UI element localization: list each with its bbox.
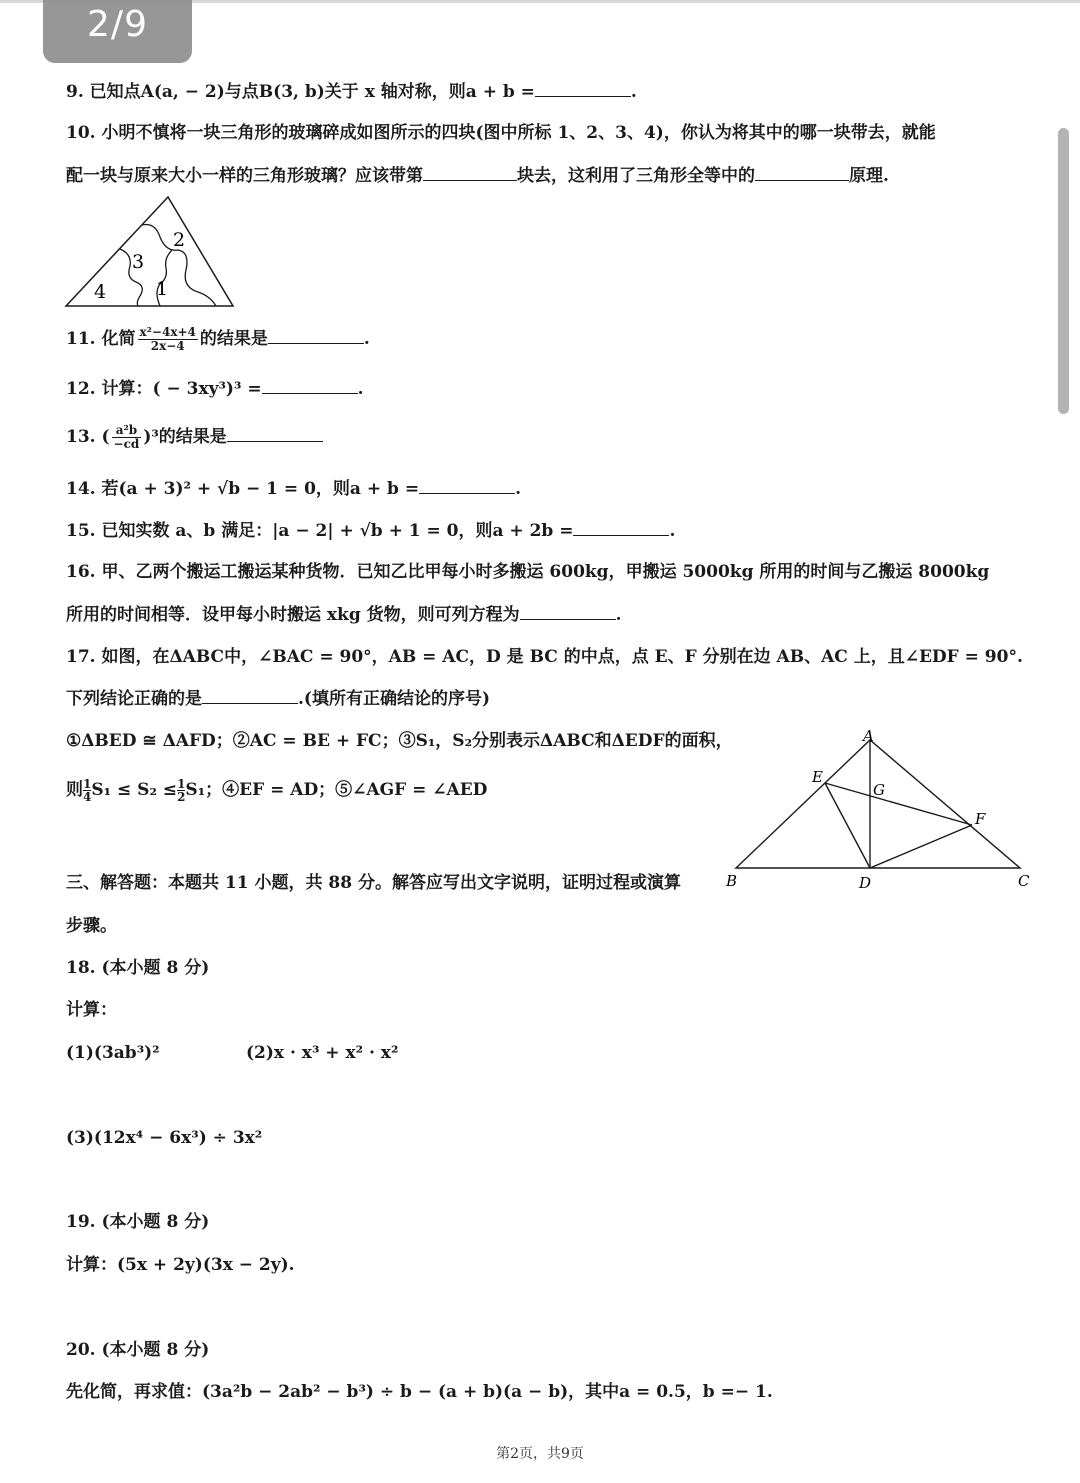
point-label-d: D [859, 874, 872, 892]
answer-blank [227, 424, 323, 442]
question-12-text: 12. 计算：( − 3xy³)³ = [66, 379, 262, 399]
scrollbar-thumb[interactable] [1058, 128, 1069, 414]
question-9-end: . [630, 82, 637, 102]
answer-blank [535, 79, 631, 97]
question-11-prefix: 11. 化简 [66, 329, 136, 349]
question-17-text-a: 则 [66, 780, 83, 800]
question-11 [66, 326, 370, 353]
question-10-text-a: 配一块与原来大小一样的三角形玻璃？应该带第 [66, 166, 423, 186]
question-11-end: . [363, 329, 370, 349]
fraction-denominator: −cd [113, 437, 140, 451]
answer-blank [520, 602, 616, 620]
page-indicator-badge: 2/9 [43, 0, 192, 63]
piece-label-3: 3 [132, 251, 145, 273]
question-17-text-c: S₁；④EF = AD；⑤∠AGF = ∠AED [185, 780, 488, 800]
question-11-suffix: 的结果是 [199, 329, 268, 349]
question-10-line-1: 10. 小明不慎将一块三角形的玻璃碎成如图所示的四块(图中所标 1、2、3、4)，你认为将其中的哪一块带去，就能 [66, 123, 936, 143]
page-footer: 第2页，共9页 [496, 1446, 584, 1462]
answer-blank [573, 518, 669, 536]
answer-blank [419, 476, 515, 494]
question-13-prefix: 13. ( [66, 427, 110, 447]
glass-triangle-outline [66, 197, 233, 306]
question-18-part-3: (3)(12x⁴ − 6x³) ÷ 3x² [66, 1128, 263, 1148]
fraction [138, 326, 198, 353]
question-10-line-2 [66, 163, 889, 188]
question-20-prompt: 先化简，再求值：(3a²b − 2ab² − b³) ÷ b − (a + b)(a − b)，其中a = 0.5，b =− 1. [66, 1382, 773, 1402]
answer-blank [755, 163, 849, 181]
question-17-text-a: 下列结论正确的是 [66, 689, 202, 709]
vertex-label-a: A [863, 728, 874, 745]
question-17-line-4 [66, 778, 487, 803]
question-10-text-b: 块去，这利用了三角形全等中的 [517, 166, 755, 186]
fraction-numerator: 1 [177, 777, 186, 791]
segment-ef [825, 783, 972, 825]
section-3-header-line-1: 三、解答题：本题共 11 小题，共 88 分。解答应写出文字说明，证明过程或演算 [66, 873, 681, 893]
question-18-prompt: 计算： [66, 1000, 117, 1020]
point-label-f: F [975, 810, 986, 828]
segment-fd [870, 825, 972, 868]
question-18-part-2: (2)x · x³ + x² · x² [246, 1043, 399, 1063]
piece-label-2: 2 [173, 229, 186, 251]
fraction-denominator: 2 [177, 790, 186, 804]
point-label-e: E [812, 768, 823, 786]
question-13-suffix: )³的结果是 [143, 427, 227, 447]
segment-ed [825, 783, 870, 868]
question-19-prompt: 计算：(5x + 2y)(3x − 2y). [66, 1255, 295, 1275]
question-12 [66, 376, 363, 401]
question-16-line-2 [66, 602, 622, 627]
fraction-numerator: a²b [112, 424, 142, 438]
answer-blank [262, 376, 358, 394]
question-15-end: . [669, 521, 676, 541]
question-18-part-1: (1)(3ab³)² [66, 1043, 160, 1063]
question-20-title: 20. (本小题 8 分) [66, 1340, 210, 1360]
question-9 [66, 79, 637, 104]
fraction-denominator: 4 [83, 790, 92, 804]
question-16-text: 所用的时间相等．设甲每小时搬运 xkg 货物，则可列方程为 [66, 605, 520, 625]
vertex-label-c: C [1018, 872, 1030, 890]
question-14-end: . [515, 479, 521, 499]
question-19-title: 19. (本小题 8 分) [66, 1212, 210, 1232]
piece-label-1: 1 [156, 278, 169, 300]
question-9-text: 9. 已知点A(a, − 2)与点B(3, b)关于 x 轴对称，则a + b = [66, 82, 535, 102]
answer-blank [268, 326, 364, 344]
question-17-line-2 [66, 686, 490, 711]
question-17-line-3: ①ΔBED ≅ ΔAFD；②AC = BE + FC；③S₁，S₂分别表示ΔABC和ΔEDF的面积， [66, 731, 733, 751]
question-16-end: . [615, 605, 622, 625]
question-12-end: . [357, 379, 364, 399]
fraction [112, 424, 142, 451]
fraction-numerator: x²−4x+4 [139, 325, 196, 339]
question-15-text: 15. 已知实数 a、b 满足：|a − 2| + √b + 1 = 0，则a + 2b = [66, 521, 574, 541]
answer-blank [202, 686, 298, 704]
question-18-title: 18. (本小题 8 分) [66, 958, 210, 978]
section-3-header-line-2: 步骤。 [66, 916, 117, 936]
question-17-text-b: .(填所有正确结论的序号) [298, 689, 491, 709]
question-17-text-b: S₁ ≤ S₂ ≤ [91, 780, 178, 800]
point-label-g: G [873, 781, 885, 799]
question-17-line-1: 17. 如图，在ΔABC中，∠BAC = 90°，AB = AC，D 是 BC 的中点，点 E、F 分别在边 AB、AC 上，且∠EDF = 90°. [66, 647, 1023, 667]
piece-label-4: 4 [94, 281, 107, 303]
broken-glass-triangle-figure [60, 192, 240, 310]
triangle-abc [736, 740, 1020, 868]
question-16-line-1: 16. 甲、乙两个搬运工搬运某种货物．已知乙比甲每小时多搬运 600kg，甲搬运 5000kg 所用的时间与乙搬运 8000kg [66, 562, 990, 582]
question-10-text-c: 原理. [849, 166, 889, 186]
question-15 [66, 518, 675, 543]
question-14 [66, 476, 521, 501]
question-13 [66, 424, 323, 451]
question-14-text: 14. 若(a + 3)² + √b − 1 = 0，则a + b = [66, 479, 420, 499]
answer-blank [423, 163, 517, 181]
vertex-label-b: B [726, 872, 738, 890]
triangle-abc-figure [722, 728, 1038, 894]
fraction-numerator: 1 [83, 777, 92, 791]
fraction-denominator: 2x−4 [150, 339, 185, 353]
